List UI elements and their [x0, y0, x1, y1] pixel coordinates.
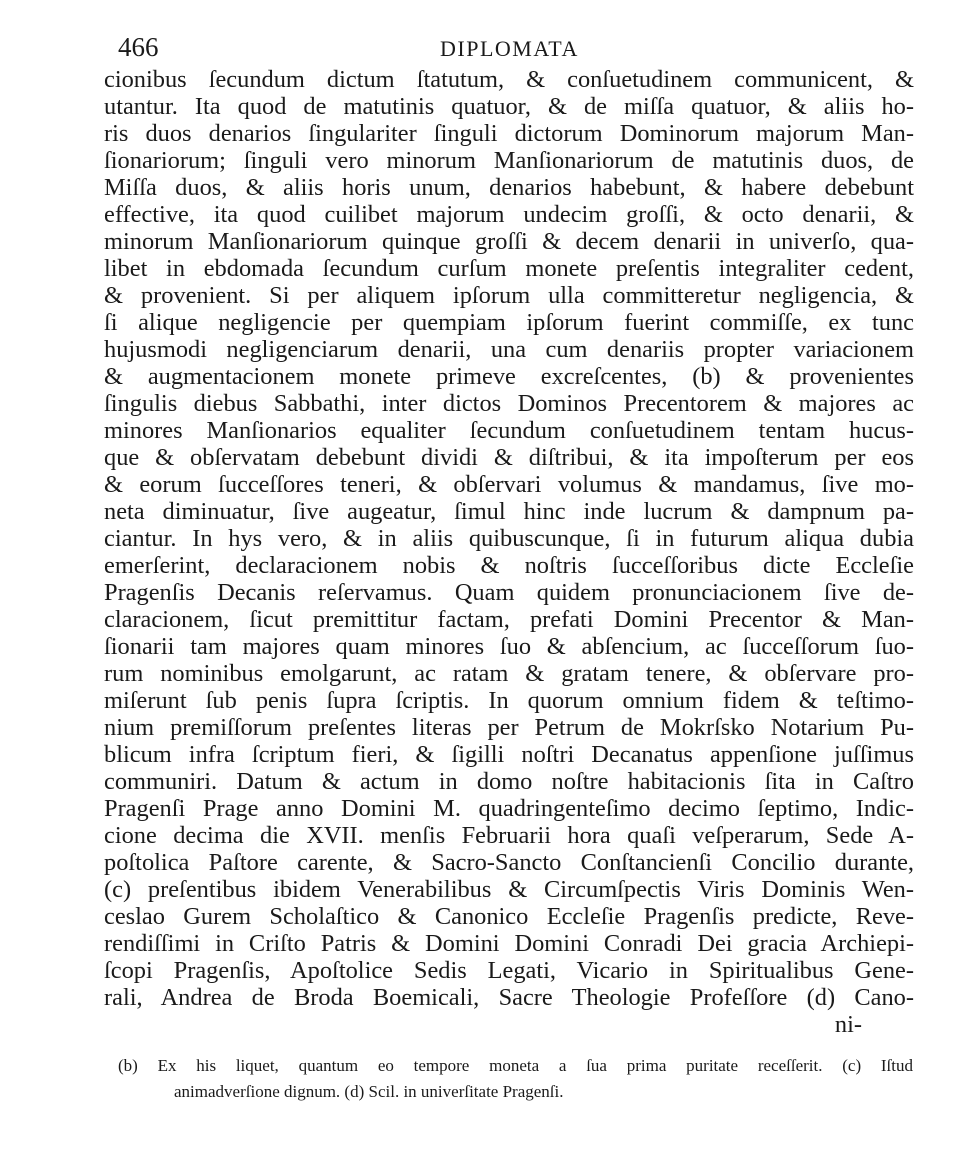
text-line: ſingulis diebus Sabbathi, inter dictos Dominos Precentorem & majores ac	[104, 390, 914, 417]
text-line: Miſſa duos, & aliis horis unum, denarios habebunt, & habere debebunt	[104, 174, 914, 201]
text-line: libet in ebdomada ſecundum curſum monete preſentis integraliter cedent,	[104, 255, 914, 282]
text-line: claracionem, ſicut premittitur factam, prefati Domini Precentor & Man-	[104, 606, 914, 633]
text-line: emerſerint, declaracionem nobis & noſtris ſucceſſoribus dicte Eccleſie	[104, 552, 914, 579]
footnote-line: (b) Ex his liquet, quantum eo tempore moneta a ſua prima puritate receſſerit. (c) Iſtud	[118, 1056, 913, 1075]
text-line: cionibus ſecundum dictum ſtatutum, & conſuetudinem communicent, &	[104, 66, 914, 93]
footnotes	[118, 1053, 913, 1105]
text-line: que & obſervatam debebunt dividi & diſtribui, & ita impoſterum per eos	[104, 444, 914, 471]
footnote-line: animadverſione dignum. (d) Scil. in univerſitate Pragenſi.	[174, 1082, 564, 1101]
text-line: & augmentacionem monete primeve excreſcentes, (b) & provenientes	[104, 363, 914, 390]
text-line: ris duos denarios ſingulariter ſinguli dictorum Dominorum majorum Man-	[104, 120, 914, 147]
text-line: nium premiſſorum preſentes literas per Petrum de Mokrſsko Notarium Pu-	[104, 714, 914, 741]
text-line: neta diminuatur, ſive augeatur, ſimul hinc inde lucrum & dampnum pa-	[104, 498, 914, 525]
text-line: minorum Manſionariorum quinque groſſi & decem denarii in univerſo, qua-	[104, 228, 914, 255]
text-line: communiri. Datum & actum in domo noſtre habitacionis ſita in Caſtro	[104, 768, 914, 795]
text-line: poſtolica Paſtore carente, & Sacro-Sancto Conſtancienſi Concilio durante,	[104, 849, 914, 876]
text-line: rendiſſimi in Criſto Patris & Domini Domini Conradi Dei gracia Archiepi-	[104, 930, 914, 957]
text-line: rali, Andrea de Broda Boemicali, Sacre Theologie Profeſſore (d) Cano-	[104, 984, 914, 1011]
text-line: (c) preſentibus ibidem Venerabilibus & Circumſpectis Viris Dominis Wen-	[104, 876, 914, 903]
text-line: Pragenſi Prage anno Domini M. quadringenteſimo decimo ſeptimo, Indic-	[104, 795, 914, 822]
text-line: Pragenſis Decanis reſervamus. Quam quidem pronunciacionem ſive de-	[104, 579, 914, 606]
text-line: & provenient. Si per aliquem ipſorum ulla committeretur negligencia, &	[104, 282, 914, 309]
text-line: ſionariorum; ſinguli vero minorum Manſionariorum de matutinis duos, de	[104, 147, 914, 174]
text-line: ſionarii tam majores quam minores ſuo & abſencium, ac ſucceſſorum ſuo-	[104, 633, 914, 660]
text-line: effective, ita quod cuilibet majorum undecim groſſi, & octo denarii, &	[104, 201, 914, 228]
page-number: 466	[118, 32, 159, 62]
text-line: rum nominibus emolgarunt, ac ratam & gratam tenere, & obſervare pro-	[104, 660, 914, 687]
text-line: minores Manſionarios equaliter ſecundum conſuetudinem tentam hucus-	[104, 417, 914, 444]
text-line: blicum infra ſcriptum fieri, & ſigilli noſtri Decanatus appenſione juſſimus	[104, 741, 914, 768]
running-head: DIPLOMATA	[440, 36, 579, 61]
text-line: hujusmodi negligenciarum denarii, una cum denariis propter variacionem	[104, 336, 914, 363]
text-line: ceslao Gurem Scholaſtico & Canonico Eccleſie Pragenſis predicte, Reve-	[104, 903, 914, 930]
text-line: cione decima die XVII. menſis Februarii hora quaſi veſperarum, Sede A-	[104, 822, 914, 849]
text-line: ſi alique negligencie per quempiam ipſorum fuerint commiſſe, ex tunc	[104, 309, 914, 336]
body-text	[104, 66, 914, 1038]
text-line: miſerunt ſub penis ſupra ſcriptis. In quorum omnium fidem & teſtimo-	[104, 687, 914, 714]
text-line: ciantur. In hys vero, & in aliis quibuscunque, ſi in futurum aliqua dubia	[104, 525, 914, 552]
text-line: & eorum ſucceſſores teneri, & obſervari volumus & mandamus, ſive mo-	[104, 471, 914, 498]
catchword: ni-	[834, 1011, 862, 1038]
text-line: utantur. Ita quod de matutinis quatuor, & de miſſa quatuor, & aliis ho-	[104, 93, 914, 120]
text-line: ſcopi Pragenſis, Apoſtolice Sedis Legati, Vicario in Spiritualibus Gene-	[104, 957, 914, 984]
page-header	[118, 32, 908, 66]
